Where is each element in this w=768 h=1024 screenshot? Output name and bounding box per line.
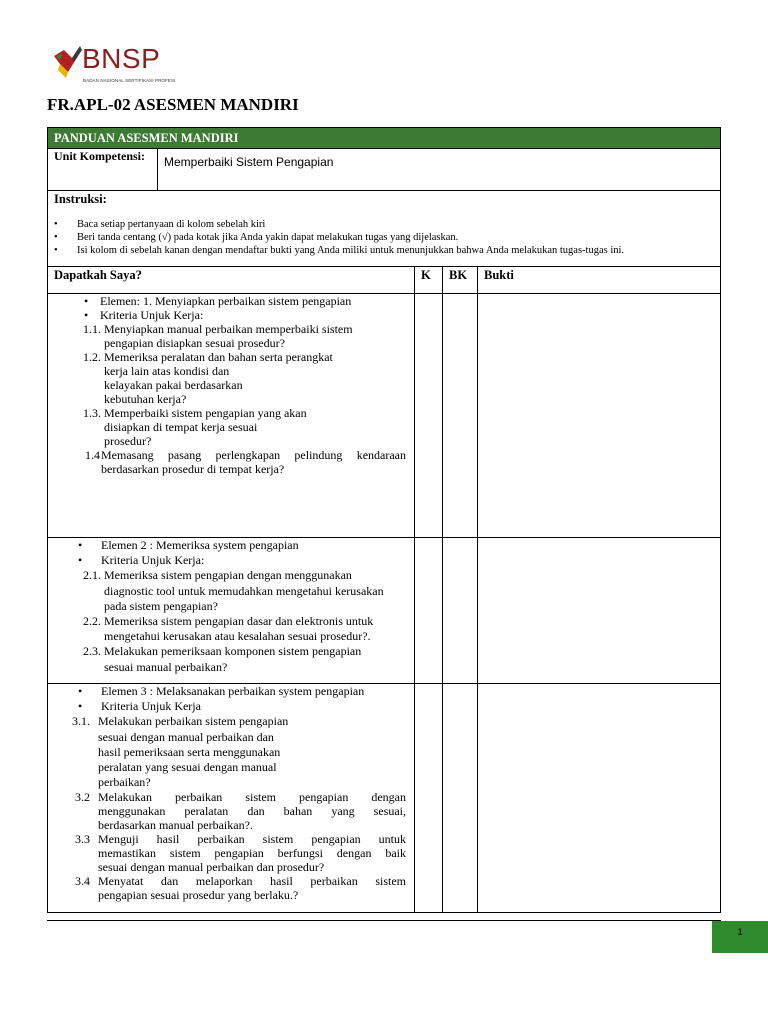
criteria-item: 1.3. Memperbaiki sistem pengapian yang akan disiapkan di tempat kerja sesuai prosedur? — [83, 406, 307, 448]
k-checkbox-cell[interactable] — [415, 684, 443, 912]
bukti-input-cell[interactable] — [478, 538, 720, 683]
instructions-title: Instruksi: — [54, 192, 107, 206]
criteria-item: 3.3 Menguji hasil perbaikan sistem pengapian untuk memastikan sistem pengapian berfungsi dengan baik sesuai dengan manual perbaikan dan prosedur? — [75, 832, 406, 875]
criteria-item: 3.1. Melakukan perbaikan sistem pengapian sesuai dengan manual perbaikan dan hasil pemeriksaan serta menggunakan peralatan yang sesuai dengan manual perbaikan? — [72, 714, 289, 790]
k-checkbox-cell[interactable] — [415, 294, 443, 537]
element-row-1 — [48, 294, 720, 538]
unit-value: Memperbaiki Sistem Pengapian — [164, 155, 334, 169]
element-3-questions — [48, 684, 415, 912]
criteria-item: 3.2 Melakukan perbaikan sistem pengapian dengan menggunakan peralatan dan bahan yang sesuai, berdasarkan manual perbaikan?. — [75, 790, 406, 833]
criteria-item: 1.4 Memasang pasang perlengkapan pelindung kendaraan berdasarkan prosedur di tempat kerja? — [85, 448, 406, 476]
header-bukti: Bukti — [484, 268, 514, 282]
assessment-form — [47, 127, 721, 913]
logo-text: BNSP — [82, 43, 161, 74]
table-header-row — [48, 267, 720, 294]
element-2-questions — [48, 538, 415, 683]
instruction-item: • Beri tanda centang (√) pada kotak jika Anda yakin dapat melakukan tugas yang dijelaskan. — [54, 231, 714, 244]
unit-row — [48, 149, 720, 191]
bnsp-logo — [52, 42, 176, 88]
element-title: • Elemen 3 : Melaksanakan perbaikan system pengapian — [78, 684, 365, 698]
bk-checkbox-cell[interactable] — [443, 538, 478, 683]
element-title: • Elemen: 1. Menyiapkan perbaikan sistem pengapian — [84, 294, 352, 308]
page-number-badge: 1 — [712, 921, 768, 953]
bukti-input-cell[interactable] — [478, 294, 720, 537]
criteria-item: 1.1. Menyiapkan manual perbaikan memperbaiki sistem pengapian disiapkan sesuai prosedur? — [83, 322, 353, 350]
criteria-label: • Kriteria Unjuk Kerja — [78, 699, 201, 714]
criteria-item: 2.2. Memeriksa sistem pengapian dasar dan elektronis untuk mengetahui kerusakan atau kesalahan sesuai prosedur?. — [83, 614, 374, 644]
criteria-item: 2.1. Memeriksa sistem pengapian dengan menggunakan diagnostic tool untuk memudahkan mengetahui kerusakan pada sistem pengapian? — [83, 568, 384, 613]
criteria-item: 2.3. Melakukan pemeriksaan komponen sistem pengapian sesuai manual perbaikan? — [83, 644, 362, 674]
instruction-item: • Isi kolom di sebelah kanan dengan mendaftar bukti yang Anda miliki untuk menunjukkan bahwa Anda melakukan tugas-tugas ini. — [54, 244, 714, 257]
header-question: Dapatkah Saya? — [48, 267, 415, 293]
criteria-label: • Kriteria Unjuk Kerja: — [78, 553, 205, 568]
element-row-2 — [48, 538, 720, 684]
bukti-input-cell[interactable] — [478, 684, 720, 912]
unit-label: Unit Kompetensi: — [48, 149, 158, 190]
element-1-questions — [48, 294, 415, 537]
element-row-3 — [48, 684, 720, 912]
criteria-item: 3.4 Menyatat dan melaporkan hasil perbaikan sistem pengapian sesuai prosedur yang berlaku.? — [75, 874, 406, 903]
section-header: PANDUAN ASESMEN MANDIRI — [48, 128, 720, 149]
logo-subtitle: BADAN NASIONAL SERTIFIKASI PROFESI — [83, 78, 176, 83]
instructions-block — [48, 191, 720, 267]
element-title: • Elemen 2 : Memeriksa system pengapian — [78, 538, 299, 552]
instructions-list — [54, 218, 714, 257]
instruction-item: • Baca setiap pertanyaan di kolom sebelah kiri — [54, 218, 714, 231]
header-k: K — [415, 267, 443, 293]
footer-divider — [47, 920, 721, 921]
criteria-item: 1.2. Memeriksa peralatan dan bahan serta perangkat kerja lain atas kondisi dan kelayakan pakai berdasarkan kebutuhan kerja? — [83, 350, 333, 406]
header-bk: BK — [443, 267, 478, 293]
bk-checkbox-cell[interactable] — [443, 684, 478, 912]
bk-checkbox-cell[interactable] — [443, 294, 478, 537]
criteria-label: • Kriteria Unjuk Kerja: — [84, 308, 204, 322]
k-checkbox-cell[interactable] — [415, 538, 443, 683]
bnsp-emblem-icon — [52, 42, 84, 82]
document-title: FR.APL-02 ASESMEN MANDIRI — [47, 95, 299, 114]
